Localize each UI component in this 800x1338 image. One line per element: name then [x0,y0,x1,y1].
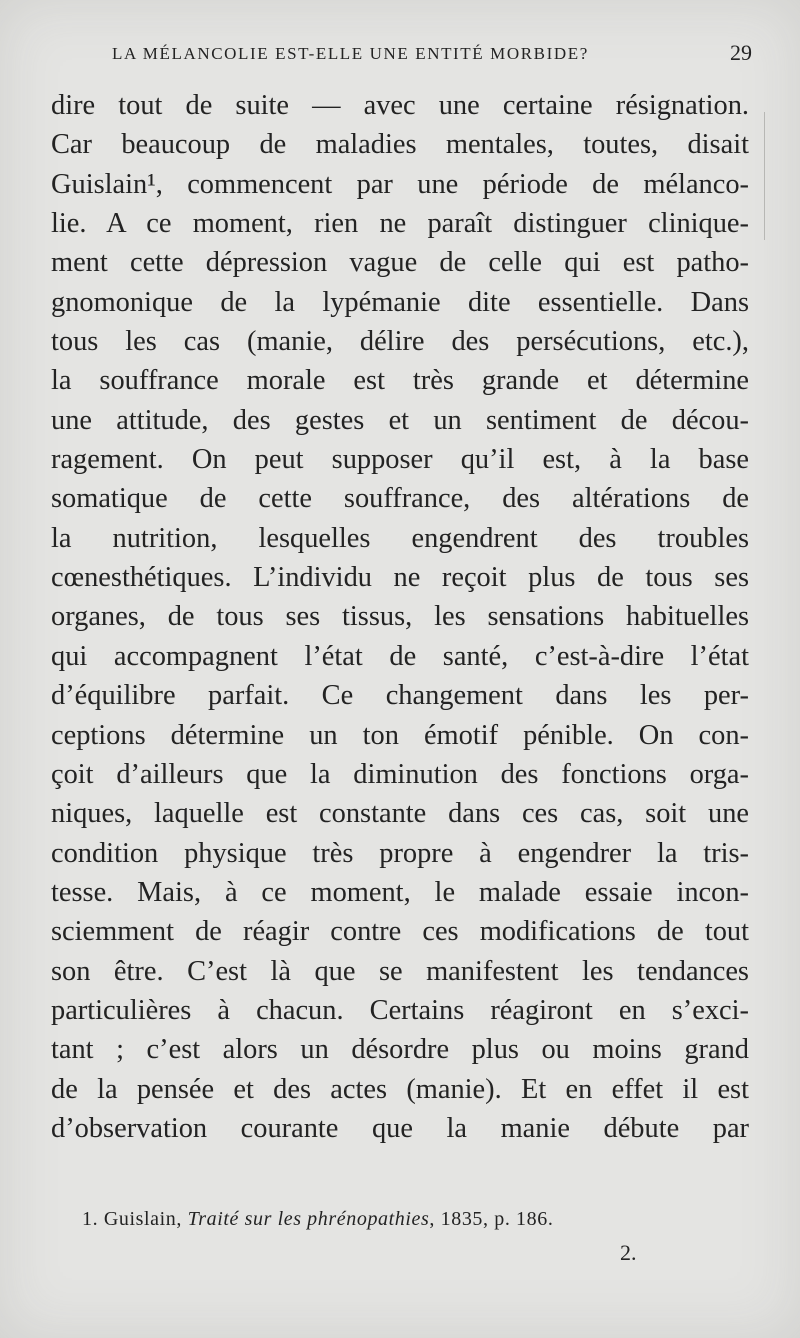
footnote-citation: , 1835, p. 186. [429,1208,554,1230]
text-line: ment cette dépression vague de celle qui est patho- [51,247,749,279]
text-line: çoit d’ailleurs que la diminution des fonctions orga- [51,758,749,790]
text-line: tant ; c’est alors un désordre plus ou moins grand [51,1034,749,1066]
text-line: son être. C’est là que se manifestent les tendances [51,955,749,987]
text-line: d’équilibre parfait. Ce changement dans les per- [51,680,749,712]
text-line: Guislain¹, commencent par une période de mélanco- [51,168,749,200]
text-line: somatique de cette souffrance, des altérations de [51,483,749,515]
text-line: ceptions détermine un ton émotif pénible. On con- [51,719,749,751]
margin-line-mark [764,112,768,240]
text-line: lie. A ce moment, rien ne paraît distinguer clinique- [51,208,749,240]
page-number: 29 [730,40,752,65]
running-head [112,40,752,72]
running-title: LA MÉLANCOLIE EST-ELLE UNE ENTITÉ MORBIDE? [112,44,589,63]
signature-mark: 2. [620,1240,637,1265]
text-line: dire tout de suite — avec une certaine résignation. [51,90,749,121]
footnote-title: Traité sur les phrénopathies [187,1208,430,1230]
text-line: tous les cas (manie, délire des persécutions, etc.), [51,326,749,358]
text-line: organes, de tous ses tissus, les sensations habituelles [51,601,749,633]
text-line: une attitude, des gestes et un sentiment de décou- [51,404,749,436]
text-line: de la pensée et des actes (manie). Et en effet il est [51,1073,749,1105]
footnote-author: Guislain, [103,1208,182,1230]
text-line: ragement. On peut supposer qu’il est, à la base [51,444,749,476]
text-line: condition physique très propre à engendrer la tris- [51,837,749,869]
text-line: la souffrance morale est très grande et détermine [51,365,749,397]
text-line: particulières à chacun. Certains réagiront en s’exci- [51,994,749,1026]
text-line: sciemment de réagir contre ces modifications de tout [51,916,749,948]
footnote [82,1208,722,1231]
text-line: niques, laquelle est constante dans ces cas, soit une [51,798,749,830]
text-line: tesse. Mais, à ce moment, le malade essaie incon- [51,876,749,908]
footnote-marker: 1. [82,1208,99,1230]
text-line: gnomonique de la lypémanie dite essentielle. Dans [51,286,749,318]
text-line: Car beaucoup de maladies mentales, toutes, disait [51,129,749,161]
text-line: qui accompagnent l’état de santé, c’est-à-dire l’état [51,640,749,672]
text-line: d’observation courante que la manie débute par [51,1112,749,1144]
text-line: cœnesthétiques. L’individu ne reçoit plus de tous ses [51,562,749,594]
body-text [51,86,749,1148]
text-line: la nutrition, lesquelles engendrent des troubles [51,522,749,554]
